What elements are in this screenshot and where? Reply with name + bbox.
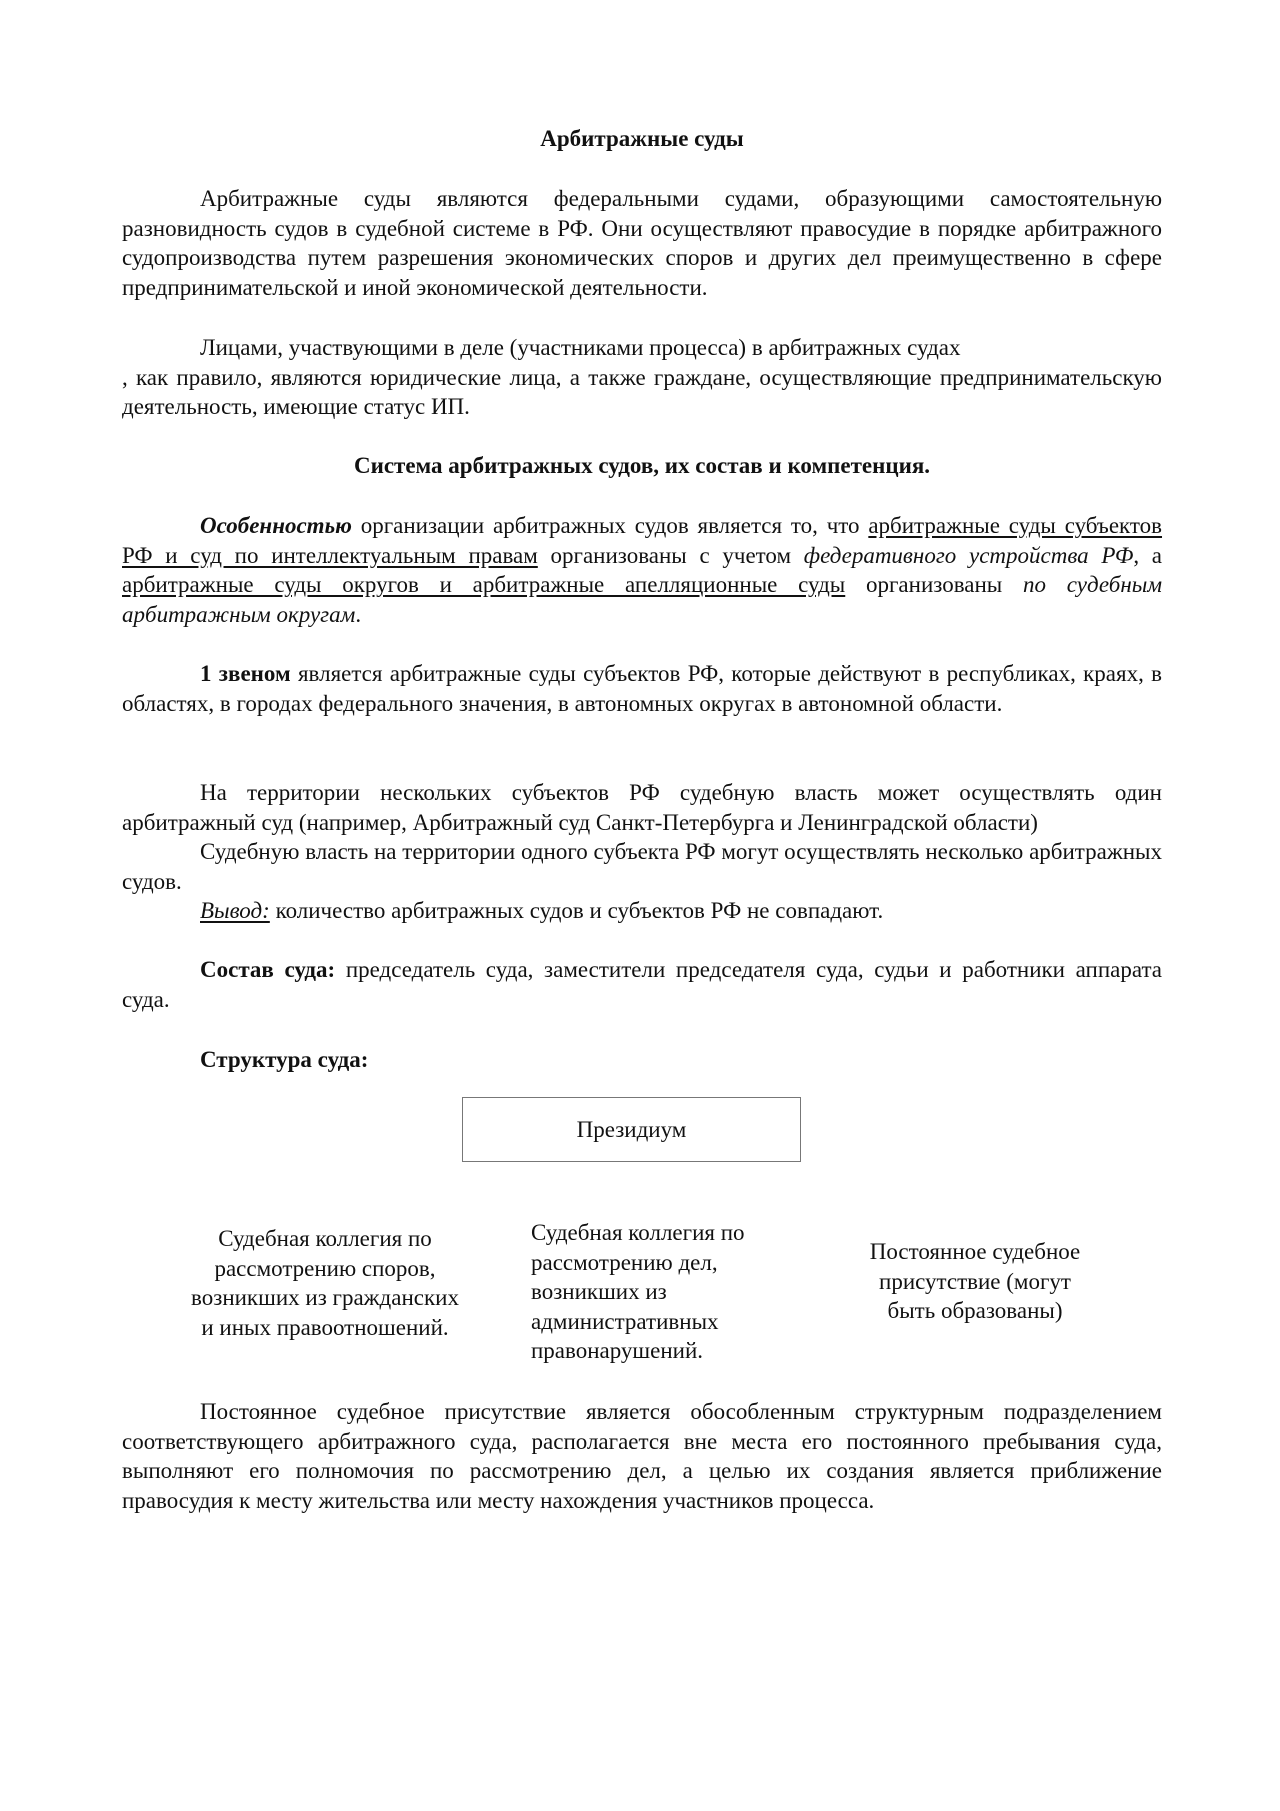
page-title: Арбитражные суды — [540, 126, 744, 151]
paragraph-features — [122, 511, 1162, 629]
administrative-collegium-line: рассмотрению дел, — [531, 1249, 718, 1275]
features-text-2: организованы с учетом — [537, 542, 804, 568]
presidium-box — [462, 1097, 801, 1162]
paragraph-participants — [122, 333, 1162, 422]
paragraph-intro: Арбитражные суды являются федеральными судами, образующими самостоятельную разновидность судов в судебной системе в РФ. Они осуществляют правосудие в порядке арбитражного судопроизводства путем разрешения экономических споров и других дел преимущественно в сфере предпринимательской и иной экономической деятельности. — [122, 186, 1162, 300]
permanent-presence-line: Постоянное судебное — [869, 1239, 1081, 1264]
presidium-label: Президиум — [576, 1117, 687, 1142]
paragraph-conclusion — [122, 896, 1162, 926]
features-italic-2: по судебным арбитражным округам — [122, 572, 1162, 627]
permanent-presence — [830, 1237, 1120, 1326]
administrative-collegium-line: административных — [531, 1308, 719, 1334]
civil-collegium-line: Судебная коллегия по — [218, 1226, 432, 1251]
permanent-presence-line: присутствие (могут — [879, 1268, 1071, 1294]
permanent-presence-line: быть образованы) — [887, 1298, 1063, 1324]
participants-line-2: , как правило, являются юридические лица, а также граждане, осуществляющие предпринимательскую деятельность, имеющие статус ИП. — [122, 364, 1162, 420]
features-text-1: организации арбитражных судов является то, что — [351, 513, 869, 538]
composition-term: Состав суда: — [200, 957, 336, 982]
features-underlined-2: арбитражные суды округов и арбитражные апелляционные суды — [122, 572, 846, 598]
first-tier-text: является арбитражные суды субъектов РФ, которые действуют в республиках, краях, в областях, в городах федерального значения, в автономных округах в автономной области. — [122, 661, 1163, 716]
paragraph-first-tier — [122, 659, 1162, 718]
section-heading: Система арбитражных судов, их состав и компетенция. — [353, 453, 931, 478]
features-text-5: . — [355, 601, 362, 627]
structure-heading: Структура суда: — [200, 1047, 369, 1072]
paragraph-territory-2: Судебную власть на территории одного субъекта РФ могут осуществлять несколько арбитражных судов. — [122, 839, 1162, 894]
administrative-collegium-line: правонарушений. — [531, 1338, 704, 1364]
participants-line-1: Лицами, участвующими в деле (участниками процесса) в арбитражных судах — [200, 335, 961, 360]
conclusion-label: Вывод: — [200, 898, 270, 923]
composition-text: председатель суда, заместители председателя суда, судьи и работники аппарата суда. — [122, 957, 1162, 1012]
paragraph-composition — [122, 955, 1162, 1014]
features-italic-1: федеративного устройства РФ — [803, 542, 1134, 568]
features-underlined-1: арбитражные суды субъектов РФ и суд по интеллектуальным правам — [122, 513, 1163, 568]
administrative-collegium-line: Судебная коллегия по — [531, 1220, 745, 1245]
administrative-collegium — [531, 1218, 801, 1366]
features-text-3: , а — [1133, 542, 1162, 568]
civil-collegium-line: и иных правоотношений. — [201, 1314, 449, 1340]
first-tier-term: 1 звеном — [200, 661, 291, 686]
civil-collegium — [165, 1224, 485, 1342]
conclusion-text: количество арбитражных судов и субъектов РФ не совпадают. — [269, 898, 884, 923]
civil-collegium-line: возникших из гражданских — [191, 1285, 459, 1311]
features-term: Особенностью — [200, 513, 352, 538]
administrative-collegium-line: возникших из — [531, 1279, 667, 1305]
civil-collegium-line: рассмотрению споров, — [214, 1255, 436, 1281]
paragraph-permanent-presence: Постоянное судебное присутствие является обособленным структурным подразделением соответствующего арбитражного суда, располагается вне места его постоянного пребывания суда, выполняют его полномочия по рассмотрению дел, а целью их создания является приближение правосудия к месту жительства или месту нахождения участников процесса. — [122, 1399, 1162, 1513]
features-text-4: организованы — [845, 572, 1023, 598]
paragraph-territory-1: На территории нескольких субъектов РФ судебную власть может осуществлять один арбитражный суд (например, Арбитражный суд Санкт-Петербурга и Ленинградской области) — [122, 780, 1162, 835]
